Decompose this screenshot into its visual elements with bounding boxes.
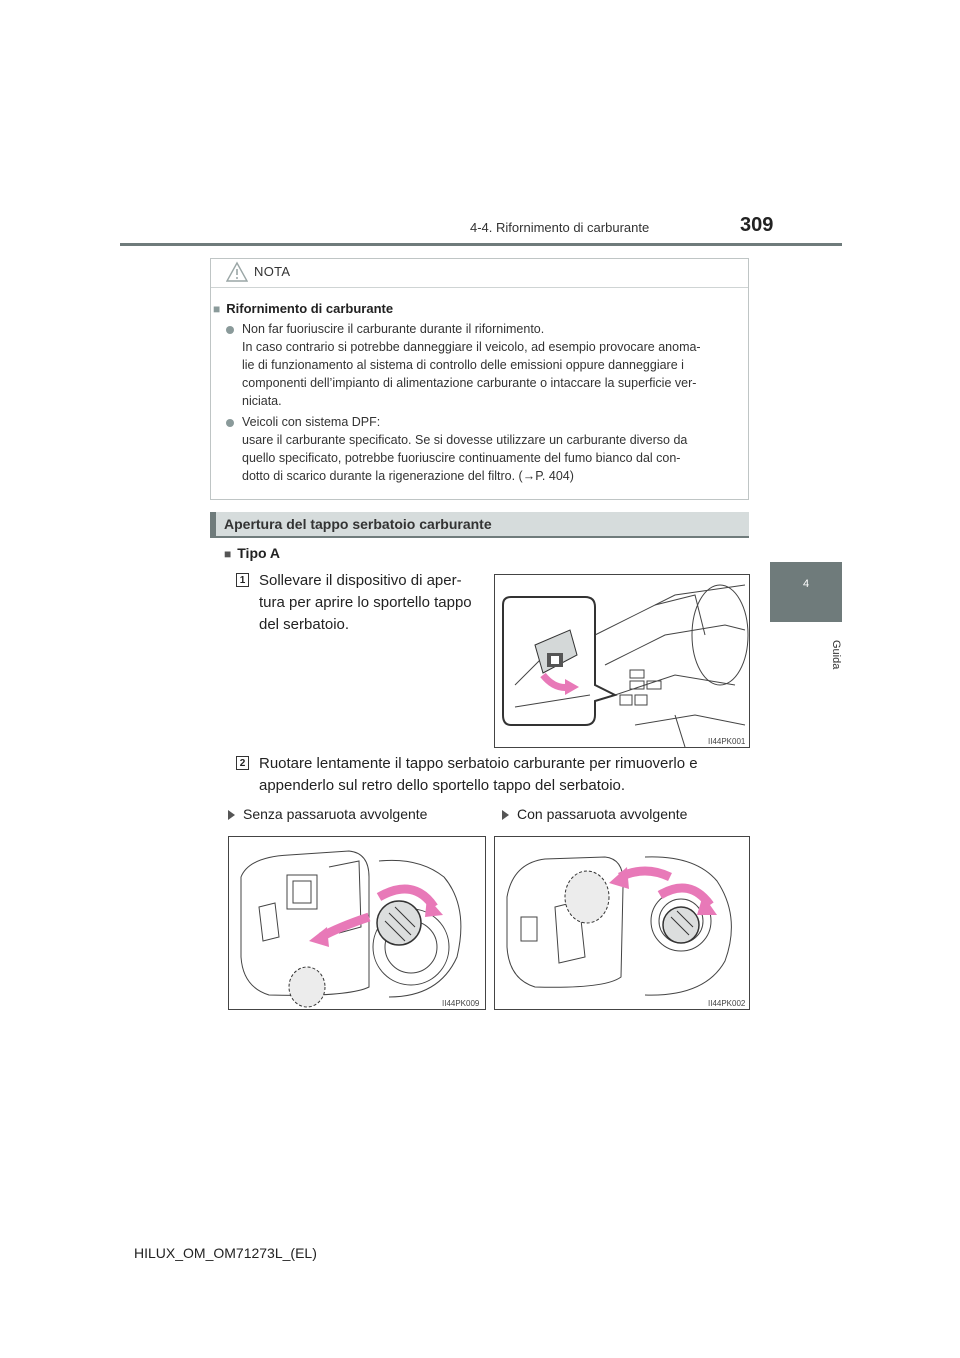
bullet-dot-icon [226, 326, 234, 334]
variant-label-right: Con passaruota avvolgente [502, 806, 687, 822]
figure-code: II44PK002 [708, 999, 746, 1008]
section-title: 4-4. Rifornimento di carburante [470, 220, 650, 235]
document-code: HILUX_OM_OM71273L_(EL) [134, 1245, 317, 1261]
figure-fuel-door-lever [494, 574, 750, 748]
notice-bullet: Non far fuoriuscire il carburante durante il rifornimento. In caso contrario si potrebbe danneggiare il veicolo, ad esempio provocare anoma- lie di funzionamento al sistema di controllo delle emissioni oppure danneggiare i componenti dell’impianto di alimentazione carburante o intaccare la superficie ver- niciata. [242, 322, 701, 408]
page-number: 309 [740, 214, 774, 236]
step-number: 2 [236, 756, 249, 770]
bullet-dot-icon [226, 419, 234, 427]
warning-icon [226, 261, 248, 283]
triangle-bullet-icon [228, 810, 235, 820]
figure-code: II44PK001 [708, 737, 746, 746]
triangle-bullet-icon [502, 810, 509, 820]
dashboard-illustration [495, 575, 749, 747]
subheading: ■ Tipo A [224, 545, 281, 561]
square-bullet-icon: ■ [224, 547, 232, 561]
chapter-number: 4 [802, 578, 810, 590]
chapter-label: Guida [830, 640, 842, 670]
section-heading: Apertura del tappo serbatoio carburante [224, 516, 492, 532]
fuel-door-illustration [229, 837, 485, 1009]
fuel-door-illustration [495, 837, 749, 1009]
section-heading-accent [210, 512, 216, 538]
step-text: Ruotare lentamente il tappo serbatoio carburante per rimuoverlo e appenderlo sul retro dello sportello tappo del serbatoio. [259, 755, 698, 794]
chapter-tab [770, 562, 842, 622]
notice-header [211, 259, 748, 288]
header-rule [120, 243, 842, 246]
notice-subtitle: ■ Rifornimento di carburante [213, 301, 394, 316]
step-text: Sollevare il dispositivo di aper- tura per aprire lo sportello tappo del serbatoio. [259, 572, 472, 633]
square-bullet-icon: ■ [213, 302, 221, 316]
variant-label-left: Senza passaruota avvolgente [228, 806, 427, 822]
figure-cap-removal-right [494, 836, 750, 1010]
step-number: 1 [236, 573, 249, 587]
notice-bullet: Veicoli con sistema DPF: usare il carburante specificato. Se si dovesse utilizzare un carburante diverso da quello specificato, potrebbe fuoriuscire continuamente del fumo bianco dal con- dotto di scarico durante la rigenerazione del filtro. (→P. 404) [242, 415, 688, 483]
figure-code: II44PK009 [442, 999, 480, 1008]
notice-title: NOTA [254, 264, 291, 279]
figure-cap-removal-left [228, 836, 486, 1010]
